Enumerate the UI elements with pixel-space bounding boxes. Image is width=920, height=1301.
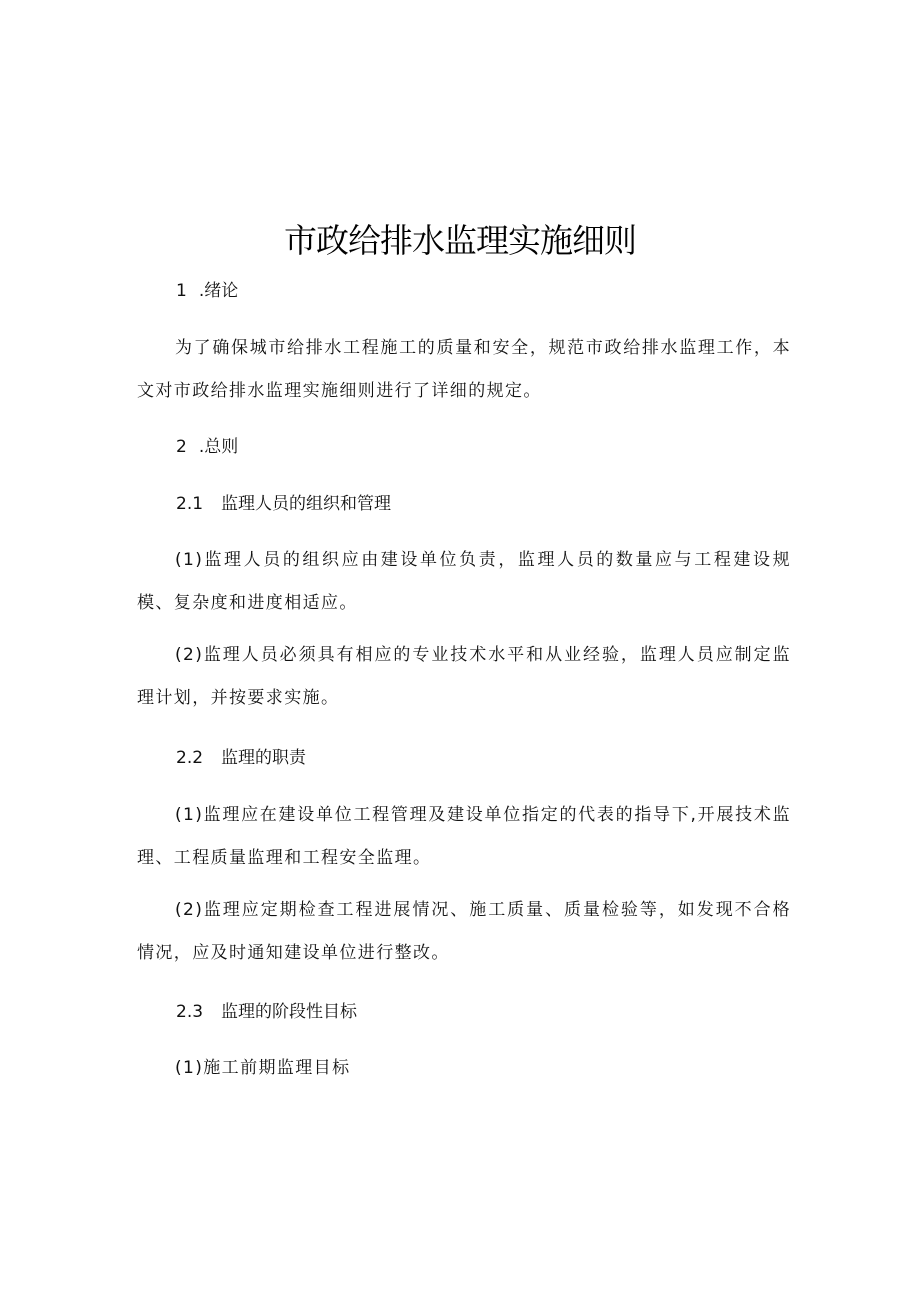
section-title: 监理人员的组织和管理 [221,494,392,514]
paragraph-2-1-2: (2)监理人员必须具有相应的专业技术水平和从业经验，监理人员应制定监理计划，并按要求实施。 [137,645,791,708]
section-number: 2.3 [176,1002,204,1022]
section-title: .绪论 [198,281,239,301]
paragraph-2-1-1: (1)监理人员的组织应由建设单位负责，监理人员的数量应与工程建设规模、复杂度和进度相适应。 [137,550,791,613]
section-number: 2.2 [176,748,204,768]
paragraph-2-2-1: (1)监理应在建设单位工程管理及建设单位指定的代表的指导下,开展技术监理、工程质量监理和工程安全监理。 [137,805,791,868]
section-heading-2-3 [176,999,357,1025]
section-title: 监理的阶段性目标 [221,1002,358,1022]
section-heading-2-2 [176,745,306,771]
section-title: .总则 [198,437,239,457]
section-number: 2.1 [176,494,204,514]
section-heading-1 [176,278,238,304]
section-number: 2 [176,437,187,457]
paragraph-2-3-1: (1)施工前期监理目标 [175,1058,351,1078]
section-heading-2 [176,434,238,460]
section-title: 监理的职责 [221,748,307,768]
paragraph-2-2-2: (2)监理应定期检查工程进展情况、施工质量、质量检验等，如发现不合格情况，应及时通知建设单位进行整改。 [137,900,791,963]
paragraph-intro: 为了确保城市给排水工程施工的质量和安全，规范市政给排水监理工作，本文对市政给排水监理实施细则进行了详细的规定。 [137,338,791,401]
section-number: 1 [176,281,187,301]
document-title: 市政给排水监理实施细则 [284,221,636,260]
section-heading-2-1 [176,491,391,517]
